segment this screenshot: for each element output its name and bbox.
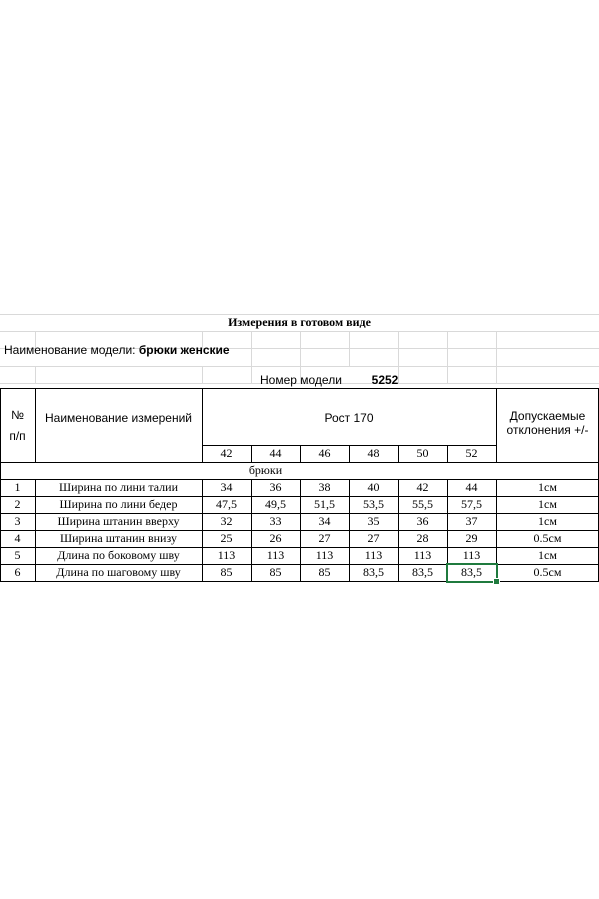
measurement-value: 35 <box>367 514 380 528</box>
header-tolerance-2: отклонения +/- <box>506 423 589 437</box>
measurement-value: 113 <box>462 548 481 562</box>
tolerance-value: 0.5см <box>533 531 562 545</box>
table-title: Измерения в готовом виде <box>228 315 371 329</box>
measurement-value: 36 <box>269 480 282 494</box>
measurement-value: 32 <box>220 514 233 528</box>
model-name-row <box>0 341 599 358</box>
header-number-sub: п/п <box>9 429 26 443</box>
model-name-value: брюки женские <box>138 342 230 357</box>
size-row <box>0 445 599 462</box>
header-height: Рост 170 <box>324 411 374 425</box>
row-number: 1 <box>14 480 21 494</box>
measurement-value: 51,5 <box>314 497 335 511</box>
measurement-value: 28 <box>416 531 429 545</box>
size-cell: 50 <box>416 446 429 460</box>
size-cell: 42 <box>220 446 233 460</box>
tolerance-value: 1см <box>538 480 557 494</box>
measurement-name: Длина по шаговому шву <box>56 565 181 579</box>
size-cell: 44 <box>269 446 282 460</box>
measurement-name: Длина по боковому шву <box>57 548 180 562</box>
measurement-value: 44 <box>465 480 478 494</box>
measurement-name: Ширина штанин внизу <box>60 531 177 545</box>
table-row <box>0 479 599 496</box>
measurement-value: 40 <box>367 480 380 494</box>
measurement-value: 29 <box>465 531 478 545</box>
measurement-value: 113 <box>413 548 432 562</box>
selected-cell[interactable] <box>446 563 498 583</box>
table-row <box>0 513 599 530</box>
model-number-row <box>0 371 599 388</box>
model-number-label: Номер модели <box>260 372 342 387</box>
row-number: 3 <box>14 514 21 528</box>
measurement-name: Ширина штанин вверху <box>57 514 180 528</box>
table-header <box>0 388 599 448</box>
section-label: брюки <box>248 463 283 477</box>
title-row <box>0 314 599 331</box>
measurement-value: 34 <box>220 480 233 494</box>
size-cell: 52 <box>465 446 478 460</box>
measurement-value: 85 <box>220 565 233 579</box>
header-number: № <box>11 408 24 422</box>
measurement-value: 53,5 <box>363 497 384 511</box>
model-number-value: 5252 <box>371 372 399 387</box>
row-number: 6 <box>14 565 21 579</box>
measurement-value: 55,5 <box>412 497 433 511</box>
measurement-value: 85 <box>318 565 331 579</box>
tolerance-value: 1см <box>538 548 557 562</box>
measurement-value: 47,5 <box>216 497 237 511</box>
size-cell: 48 <box>367 446 380 460</box>
measurement-value: 83,5 <box>412 565 433 579</box>
header-measurement: Наименование измерений <box>44 411 193 425</box>
measurement-value: 25 <box>220 531 233 545</box>
tolerance-value: 1см <box>538 514 557 528</box>
measurement-value: 57,5 <box>461 497 482 511</box>
table-row <box>0 564 599 581</box>
model-name-label: Наименование модели: <box>4 342 136 357</box>
tolerance-value: 1см <box>538 497 557 511</box>
model-name <box>4 341 230 358</box>
row-number: 4 <box>14 531 21 545</box>
measurement-value: 42 <box>416 480 429 494</box>
measurement-value: 37 <box>465 514 478 528</box>
section-row <box>0 462 599 479</box>
table-row <box>0 496 599 513</box>
size-cell: 46 <box>318 446 331 460</box>
row-number: 5 <box>14 548 21 562</box>
measurement-value: 113 <box>217 548 236 562</box>
measurement-value: 83,5 <box>461 565 482 579</box>
tolerance-value: 0.5см <box>533 565 562 579</box>
measurement-value: 27 <box>367 531 380 545</box>
measurement-value: 85 <box>269 565 282 579</box>
measurement-value: 38 <box>318 480 331 494</box>
measurement-value: 26 <box>269 531 282 545</box>
measurement-value: 113 <box>364 548 383 562</box>
table-row <box>0 530 599 547</box>
row-number: 2 <box>14 497 21 511</box>
measurement-name: Ширина по лини бедер <box>59 497 178 511</box>
measurement-value: 33 <box>269 514 282 528</box>
measurement-name: Ширина по лини талии <box>58 480 179 494</box>
header-tolerance-1: Допускаемые <box>509 409 586 423</box>
table-row <box>0 547 599 564</box>
measurement-value: 113 <box>315 548 334 562</box>
measurement-value: 34 <box>318 514 331 528</box>
measurement-value: 36 <box>416 514 429 528</box>
measurement-value: 83,5 <box>363 565 384 579</box>
measurement-value: 113 <box>266 548 285 562</box>
measurement-value: 27 <box>318 531 331 545</box>
measurement-value: 49,5 <box>265 497 286 511</box>
